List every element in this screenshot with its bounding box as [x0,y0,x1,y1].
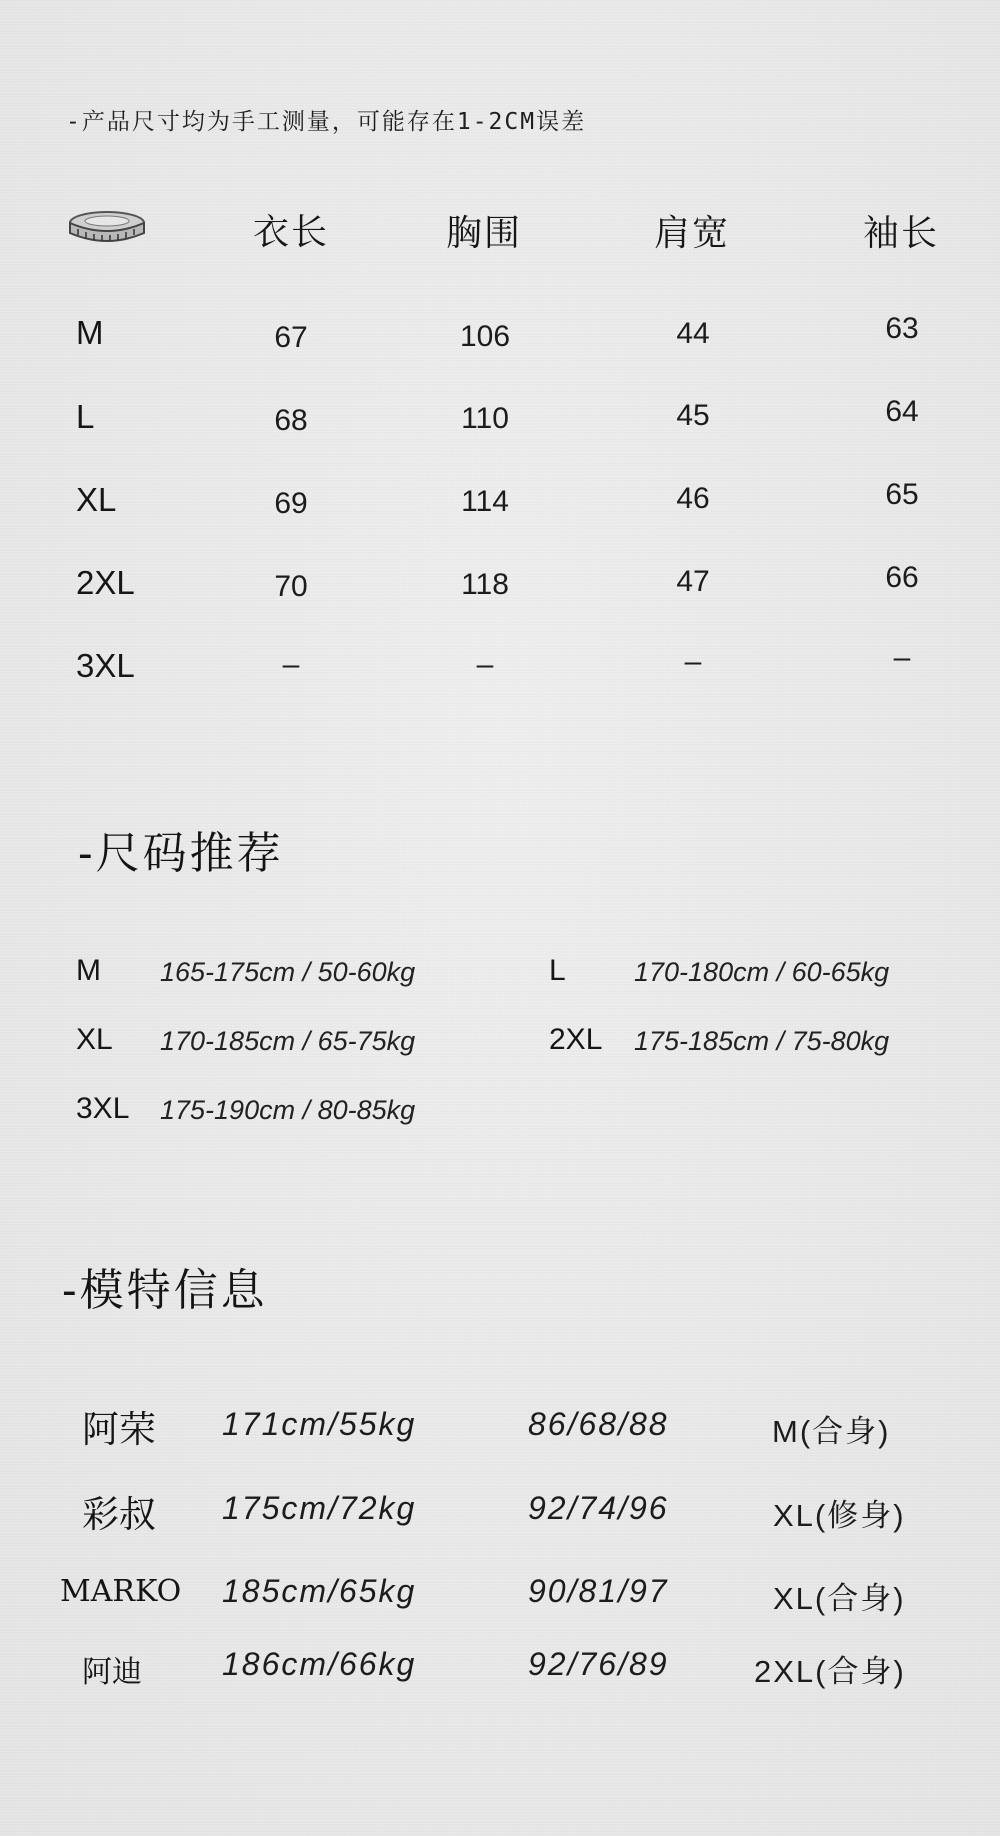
model-height-weight: 185cm/65kg [222,1573,417,1609]
table-cell: – [684,645,702,678]
table-cell: 46 [676,482,710,515]
size-label: XL [76,481,117,518]
table-cell: 114 [461,485,509,518]
table-cell: 45 [676,399,710,432]
model-name: 彩叔 [82,1493,156,1536]
header-length: 衣长 [252,212,330,253]
recommend-size: M [76,954,101,987]
measuring-tape-icon [66,205,148,252]
table-cell: – [282,648,300,681]
recommend-size: XL [76,1023,113,1056]
size-label: 3XL [76,647,135,684]
table-cell: – [476,648,494,681]
model-measurements: 90/81/97 [528,1573,669,1609]
recommend-range: 175-185cm / 75-80kg [634,1026,890,1056]
header-chest: 胸围 [445,213,523,254]
table-cell: 106 [459,320,511,353]
size-label: 2XL [76,564,135,601]
table-cell: 64 [885,395,919,428]
recommend-range: 170-185cm / 65-75kg [160,1026,416,1056]
size-label: M [76,314,104,351]
table-cell: 47 [676,565,710,598]
model-measurements: 92/74/96 [528,1490,669,1526]
table-cell: 67 [274,321,308,354]
table-cell: – [893,641,911,674]
size-label: L [76,398,95,435]
table-cell: 63 [885,312,919,345]
recommend-size: 3XL [76,1092,130,1125]
models-title: -模特信息 [62,1266,268,1315]
table-cell: 69 [274,487,308,520]
recommend-range: 165-175cm / 50-60kg [160,957,416,987]
table-cell: 66 [885,561,919,594]
model-name: 阿迪 [82,1655,142,1690]
recommend-title: -尺码推荐 [78,829,284,878]
model-measurements: 92/76/89 [528,1646,669,1682]
recommend-size: L [549,954,566,987]
model-fit: XL(修身) [773,1498,906,1533]
model-fit: XL(合身) [773,1581,906,1616]
table-cell: 65 [885,478,919,511]
model-name: MARKO [60,1574,182,1609]
header-sleeve: 袖长 [862,213,940,254]
model-measurements: 86/68/88 [528,1406,669,1442]
table-cell: 70 [274,570,308,603]
table-cell: 118 [461,568,509,601]
model-height-weight: 171cm/55kg [222,1406,417,1442]
header-shoulder: 肩宽 [653,213,731,254]
table-cell: 110 [461,402,509,435]
table-cell: 68 [274,404,308,437]
recommend-range: 170-180cm / 60-65kg [634,957,890,987]
model-height-weight: 186cm/66kg [222,1646,417,1682]
model-name: 阿荣 [82,1408,156,1451]
table-cell: 44 [676,317,710,350]
model-fit: M(合身) [772,1414,891,1449]
model-height-weight: 175cm/72kg [222,1490,417,1526]
measurement-note: -产品尺寸均为手工测量，可能存在1-2CM误差 [66,109,587,135]
recommend-range: 175-190cm / 80-85kg [160,1095,416,1125]
model-fit: 2XL(合身) [754,1654,906,1689]
recommend-size: 2XL [549,1023,603,1056]
